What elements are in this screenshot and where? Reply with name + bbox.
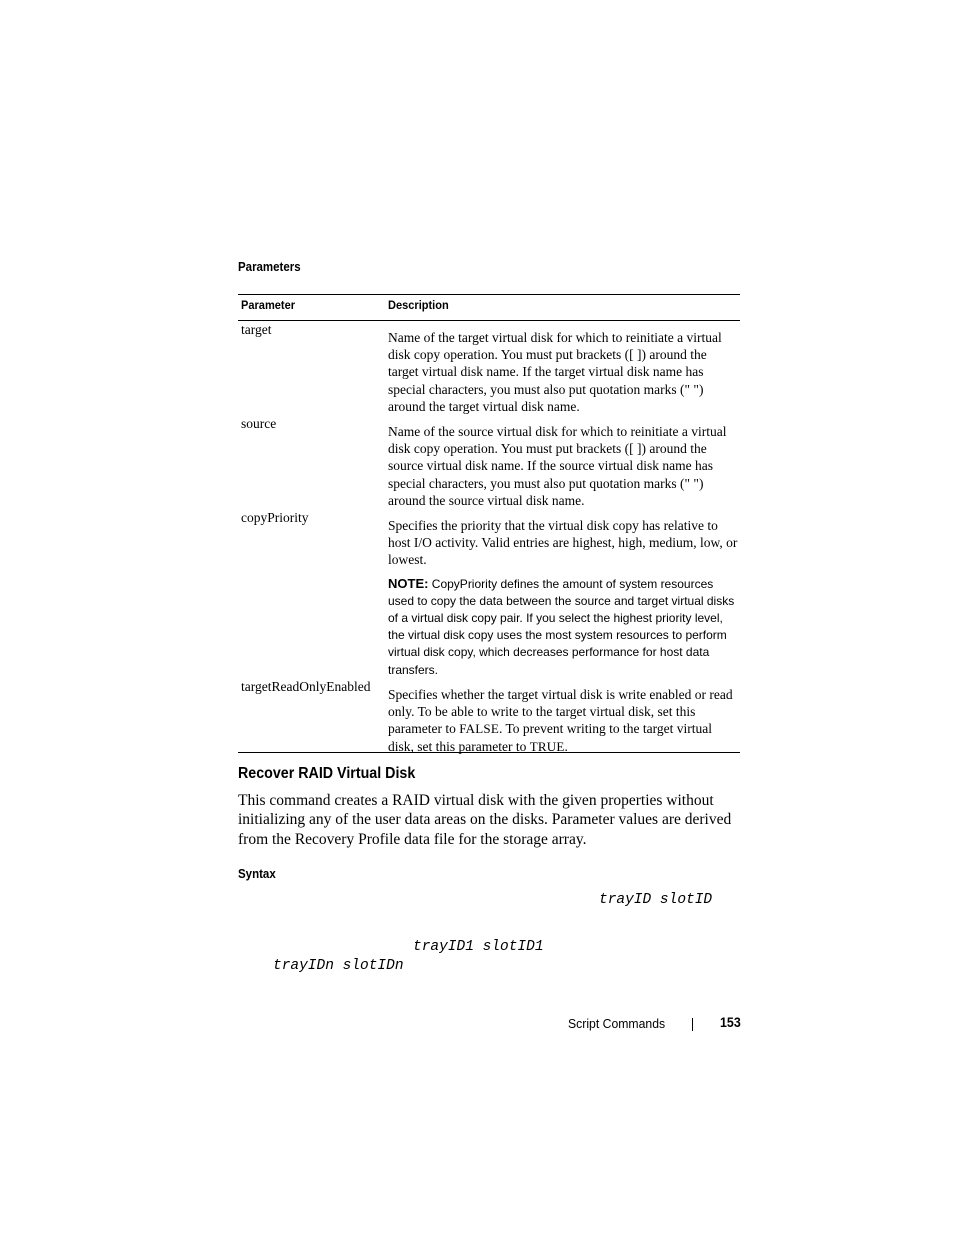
note-label: NOTE: bbox=[388, 575, 429, 591]
desc-part-1: Specifies whether the target virtual disk is write enabled or read only. To be able to write to the target virtual disk, set this parameter to bbox=[388, 687, 733, 737]
note bbox=[388, 575, 738, 679]
table-header bbox=[238, 295, 740, 321]
footer-separator bbox=[692, 1018, 693, 1031]
param-name: target bbox=[241, 322, 272, 337]
param-name: source bbox=[241, 416, 277, 431]
keyword-true: TRUE bbox=[529, 738, 565, 754]
page-number: 153 bbox=[720, 1015, 741, 1030]
table-row bbox=[238, 509, 740, 678]
section-body: This command creates a RAID virtual disk with the given properties without initializing any of the user data areas on the disks. Parameter values are derived from the Recovery Profile data file for the storage array. bbox=[238, 792, 732, 848]
desc-part-3: . bbox=[564, 738, 568, 754]
header-description: Description bbox=[388, 298, 449, 312]
section-title: Recover RAID Virtual Disk bbox=[238, 765, 416, 782]
param-name: copyPriority bbox=[241, 510, 309, 525]
param-description bbox=[388, 686, 738, 755]
note-text: CopyPriority defines the amount of system resources used to copy the data between the source and target virtual disks of a virtual disk copy pair. If you select the highest priority level, the virtual disk copy uses the most system resources to perform virtual disk copy, which decreases performance for host data transfers. bbox=[388, 576, 735, 677]
parameters-heading: Parameters bbox=[238, 260, 301, 274]
table-row bbox=[238, 415, 740, 509]
desc-part-2: . To prevent writing to the target virtual disk, set this parameter to bbox=[388, 721, 712, 754]
table-row bbox=[238, 678, 740, 752]
syntax-fragment: trayID slotID bbox=[599, 892, 713, 908]
syntax-heading: Syntax bbox=[238, 867, 276, 881]
header-parameter: Parameter bbox=[241, 298, 296, 312]
footer-section-name: Script Commands bbox=[568, 1016, 666, 1031]
param-description: Name of the target virtual disk for which to reinitiate a virtual disk copy operation. You must put brackets ([ ]) around the target virtual disk name. If the target virtual disk name has special characters, you must also put quotation marks (" ") around the target virtual disk name. bbox=[388, 330, 722, 414]
keyword-false: FALSE bbox=[459, 721, 499, 737]
table-row bbox=[238, 321, 740, 415]
syntax-fragment: trayIDn slotIDn bbox=[273, 958, 404, 974]
syntax-fragment: trayID1 slotID1 bbox=[413, 939, 544, 955]
param-description: Specifies the priority that the virtual disk copy has relative to host I/O activity. Valid entries are highest, high, medium, low, or lowest. bbox=[388, 518, 738, 568]
param-description: Name of the source virtual disk for which to reinitiate a virtual disk copy operation. You must put brackets ([ ]) around the source virtual disk name. If the source virtual disk name has special characters, you must also put quotation marks (" ") around the source virtual disk name. bbox=[388, 424, 727, 508]
param-name: targetReadOnlyEnabled bbox=[241, 679, 371, 694]
parameters-table bbox=[238, 294, 740, 753]
